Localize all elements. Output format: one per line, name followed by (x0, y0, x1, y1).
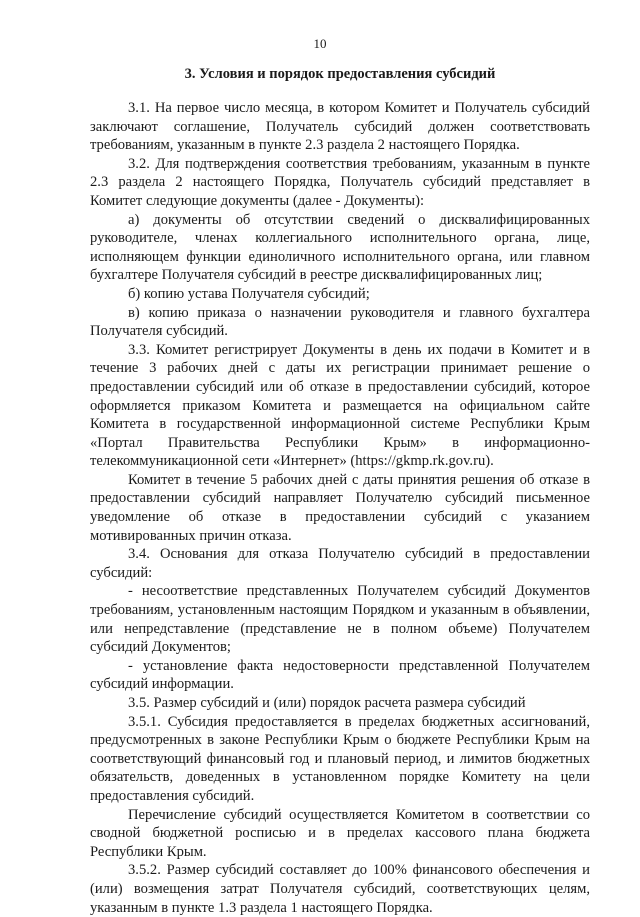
paragraph-3-3: 3.3. Комитет регистрирует Документы в день их подачи в Комитет и в течение 3 рабочих дней с даты их регистрации принимает решение о предоставлении субсидий или об отказе в предоставлении субсидий, которое оформляется приказом Комитета и размещается на официальном сайте Комитета в государственной информационной системе Республики Крым «Портал Правительства Республики Крым» в информационно-телекоммуникационной сети «Интернет» (https://gkmp.rk.gov.ru). (90, 341, 590, 470)
paragraph-3-5-2: 3.5.2. Размер субсидий составляет до 100% финансового обеспечения и (или) возмещения затрат Получателя субсидий, соответствующих целям, указанным в пункте 1.3 раздела 1 настоящего Порядка. (90, 862, 590, 916)
section-title: 3. Условия и порядок предоставления субсидий (184, 66, 496, 82)
paragraph-3-4: 3.4. Основания для отказа Получателю субсидий в предоставлении субсидий: (90, 546, 590, 581)
list-item-a: а) документы об отсутствии сведений о дисквалифицированных руководителе, членах коллегиального исполнительного органа, лице, исполняющем функции единоличного исполнительного органа, или главном бухгалтере Получателя субсидий в реестре дисквалифицированных лиц; (90, 211, 590, 284)
paragraph-3-5-1: 3.5.1. Субсидия предоставляется в пределах бюджетных ассигнований, предусмотренных в законе Республики Крым о бюджете Республики Крым на соответствующий финансовый год и плановый период, и лимитов бюджетных обязательств, доведенных в установленном порядке Комитету на цели предоставления субсидий. (90, 713, 590, 804)
document-body (90, 99, 590, 917)
refusal-reason-2: - установление факта недостоверности представленной Получателем субсидий информации. (90, 657, 590, 693)
paragraph-3-1: 3.1. На первое число месяца, в котором Комитет и Получатель субсидий заключают соглашение, Получатель субсидий должен соответствовать требованиям, указанным в пункте 2.3 раздела 2 настоящего Порядка. (90, 100, 590, 154)
paragraph-3-2: 3.2. Для подтверждения соответствия требованиям, указанным в пункте 2.3 раздела 2 настоящего Порядка, Получатель субсидий представляет в Комитет следующие документы (далее - Документы): (90, 155, 590, 209)
paragraph-transfer: Перечисление субсидий осуществляется Комитетом в соответствии со сводной бюджетной росписью и в пределах кассового плана бюджета Республики Крым. (90, 806, 590, 860)
paragraph-3-5: 3.5. Размер субсидий и (или) порядок расчета размера субсидий (128, 695, 526, 711)
paragraph-refusal-notice: Комитет в течение 5 рабочих дней с даты принятия решения об отказе в предоставлении субсидий направляет Получателю субсидий письменное уведомление об отказе в предоставлении субсидий с указанием мотивированных причин отказа. (90, 471, 590, 544)
list-item-b: б) копию устава Получателя субсидий; (128, 285, 370, 302)
page-number: 10 (313, 36, 327, 51)
list-item-v: в) копию приказа о назначении руководителя и главного бухгалтера Получателя субсидий. (90, 304, 590, 340)
refusal-reason-1: - несоответствие представленных Получателем субсидий Документов требованиям, установленным настоящим Порядком и указанным в объявлении, или непредставление (представление не в полном объеме) Получателем субсидий Документов; (90, 583, 590, 656)
